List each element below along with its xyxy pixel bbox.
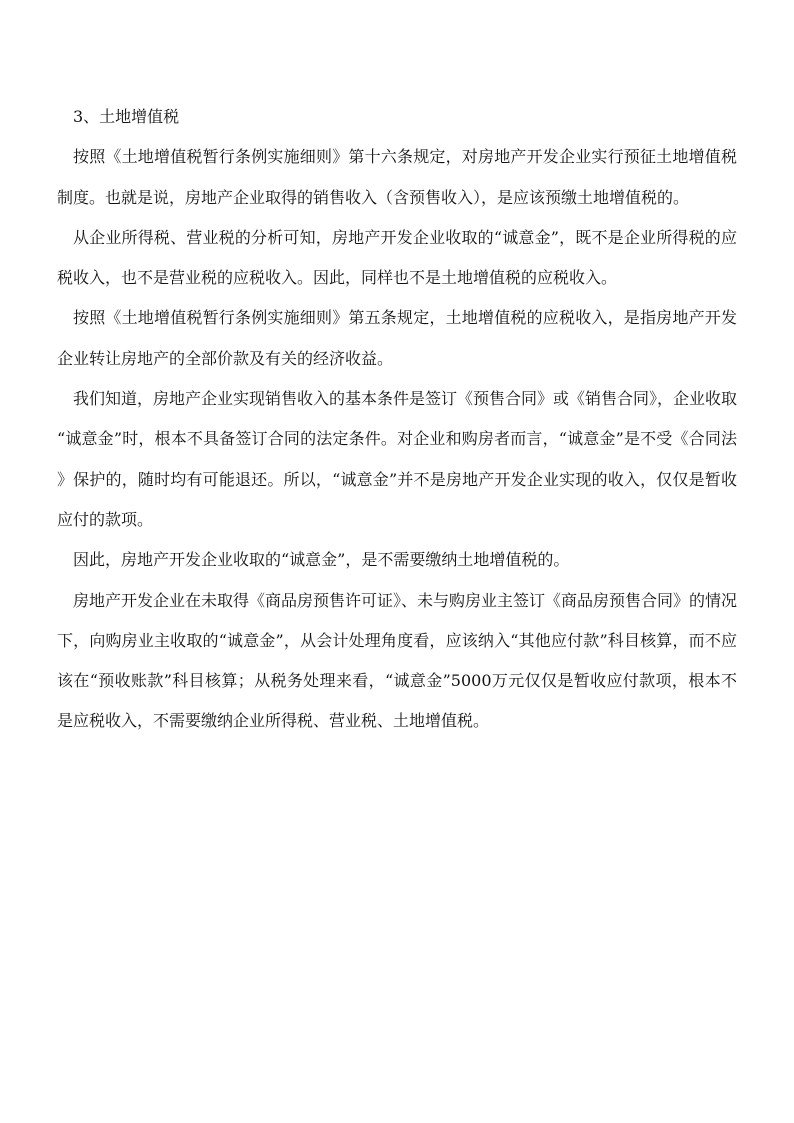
paragraph-presale-rule: 按照《土地增值税暂行条例实施细则》第十六条规定，对房地产开发企业实行预征土地增值税制度。也就是说，房地产企业取得的销售收入（含预售收入），是应该预缴土地增值税的。 [57, 147, 737, 207]
section-heading: 3、土地增值税 [73, 107, 180, 126]
document-body [57, 97, 737, 742]
paragraph-sales-conditions: 我们知道，房地产企业实现销售收入的基本条件是签订《预售合同》或《销售合同》，企业收取“诚意金”时，根本不具备签订合同的法定条件。对企业和购房者而言，“诚意金”是不受《合同法》保护的，随时均有可能退还。所以，“诚意金”并不是房地产开发企业实现的收入，仅仅是暂收应付的款项。 [57, 389, 738, 529]
paragraph-taxable-income-definition: 按照《土地增值税暂行条例实施细则》第五条规定，土地增值税的应税收入，是指房地产开发企业转让房地产的全部价款及有关的经济收益。 [57, 308, 737, 368]
paragraph-deposit-not-taxable: 从企业所得税、营业税的分析可知，房地产开发企业收取的“诚意金”，既不是企业所得税的应税收入，也不是营业税的应税收入。因此，同样也不是土地增值税的应税收入。 [57, 227, 737, 288]
paragraph-conclusion: 因此，房地产开发企业收取的“诚意金”，是不需要缴纳土地增值税的。 [73, 550, 570, 570]
paragraph-accounting-treatment: 房地产开发企业在未取得《商品房预售许可证》、未与购房业主签订《商品房预售合同》的情况下，向购房业主收取的“诚意金”，从会计处理角度看，应该纳入“其他应付款”科目核算，而不应该在“预收账款”科目核算；从税务处理来看，“诚意金”5000万元仅仅是暂收应付款项，根本不是应税收入，不需要缴纳企业所得税、营业税、土地增值税。 [57, 590, 738, 731]
